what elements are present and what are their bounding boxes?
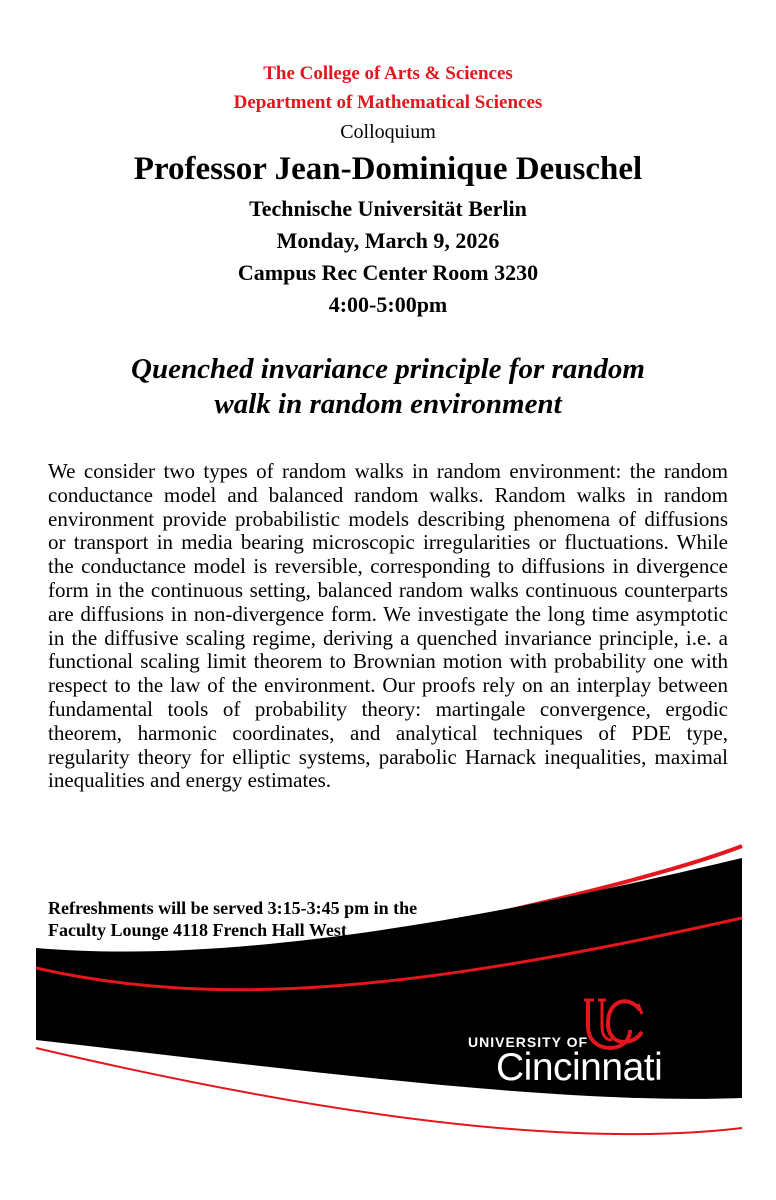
logo-cincinnati: Cincinnati xyxy=(496,1046,663,1089)
talk-title-line-2: walk in random environment xyxy=(214,388,562,420)
refreshments-line-1: Refreshments will be served 3:15-3:45 pm in the xyxy=(48,898,418,918)
event-date: Monday, March 9, 2026 xyxy=(276,228,500,253)
talk-abstract: We consider two types of random walks in random environment: the random conductance model and balanced random walks. Random walks in random environment provide probabilistic models describing phenomena of diffusions or transport in media bearing microscopic irregularities or fluctuations. While the conductance model is reversible, corresponding to diffusions in divergence form in the continuous setting, balanced random walks continuous counterparts are diffusions in non-divergence form. We investigate the long time asymptotic in the diffusive scaling regime, deriving a quenched invariance principle, i.e. a functional scaling limit theorem to Brownian motion with probability one with respect to the law of the environment. Our proofs rely on an interplay between fundamental tools of probability theory: martingale convergence, ergodic theorem, harmonic coordinates, and analytical techniques of PDE type, regularity theory for elliptic systems, parabolic Harnack inequalities, maximal inequalities and energy estimates. xyxy=(48,459,728,793)
university-logo xyxy=(460,996,700,1096)
speaker-affiliation: Technische Universität Berlin xyxy=(249,196,527,221)
talk-title-line-1: Quenched invariance principle for random xyxy=(131,353,645,385)
logo-university-of: UNIVERSITY OF xyxy=(468,1034,589,1050)
speaker-name: Professor Jean-Dominique Deuschel xyxy=(133,151,643,187)
refreshments-line-2: Faculty Lounge 4118 French Hall West xyxy=(48,920,347,940)
department-name: Department of Mathematical Sciences xyxy=(233,92,543,113)
event-time: 4:00-5:00pm xyxy=(328,292,448,317)
college-name: The College of Arts & Sciences xyxy=(263,63,513,84)
event-type: Colloquium xyxy=(340,121,436,143)
event-location: Campus Rec Center Room 3230 xyxy=(237,260,539,285)
